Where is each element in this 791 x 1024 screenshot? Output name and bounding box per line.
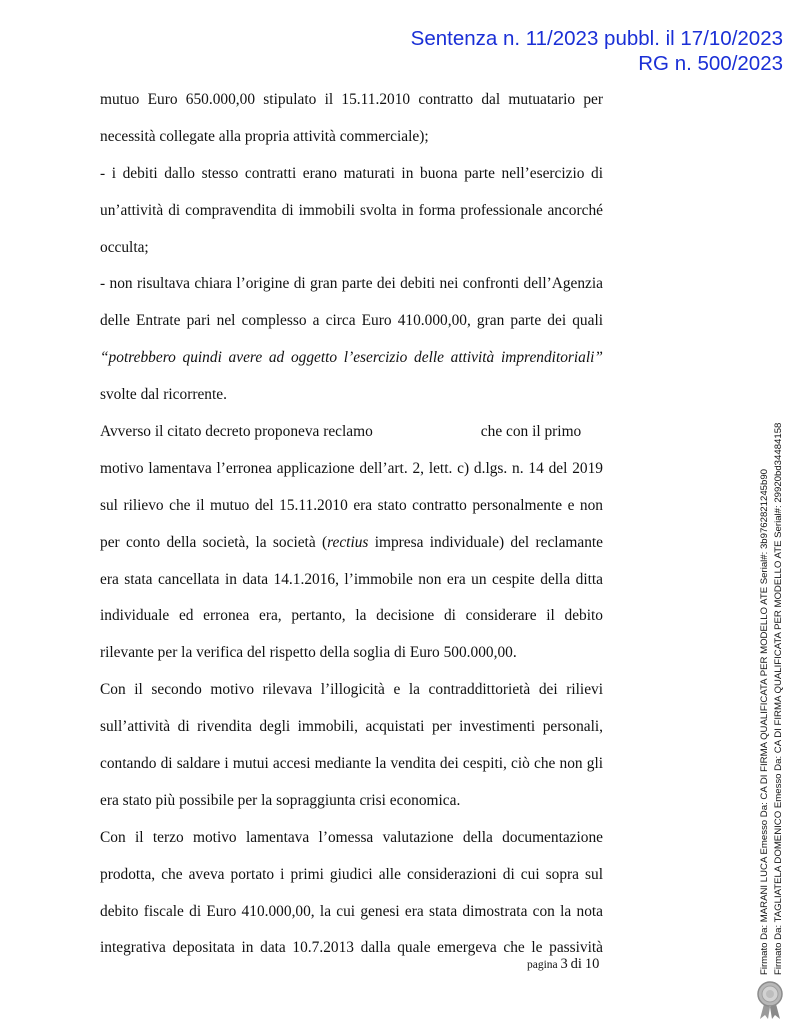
page-number: 3 [560, 956, 568, 972]
text-line: delle Entrate pari nel complesso a circa Euro 410.000,00, gran parte dei quali [100, 312, 603, 330]
rg-reference: RG n. 500/2023 [638, 52, 783, 75]
page-total: 10 [584, 956, 600, 972]
quoted-text: “potrebbero quindi avere ad oggetto l’esercizio delle attività imprenditoriali” [100, 349, 603, 367]
certification-seal-icon [754, 980, 786, 1020]
page-separator: di [570, 956, 582, 972]
text-line: sul rilievo che il mutuo del 15.11.2010 era stato contratto personalmente e non [100, 496, 603, 514]
text-fragment: per conto della società, la società ( [100, 533, 328, 551]
document-header [411, 26, 783, 76]
digital-signature-block [758, 415, 786, 975]
page-label: pagina [527, 959, 558, 971]
text-line-with-italic [100, 529, 603, 566]
signature-line: Firmato Da: TAGLIATELA DOMENICO Emesso Da: CA DI FIRMA QUALIFICATA PER MODELLO ATE Serial#: 29920bd34484158 [773, 422, 784, 975]
signature-line: Firmato Da: MARANI LUCA Emesso Da: CA DI FIRMA QUALIFICATA PER MODELLO ATE Serial#: 3b9762821245b90 [759, 469, 770, 975]
text-line: svolte dal ricorrente. [100, 386, 227, 404]
text-line: era stato più possibile per la sopraggiunta crisi economica. [100, 791, 461, 809]
page-footer [527, 956, 599, 973]
text-line-quote [100, 344, 603, 381]
text-line: - non risultava chiara l’origine di gran parte dei debiti nei confronti dell’Agenzia [100, 275, 603, 293]
text-fragment: che con il primo [480, 423, 582, 441]
text-line: Con il terzo motivo lamentava l’omessa valutazione della documentazione [100, 828, 603, 846]
italic-term: rectius [327, 533, 369, 551]
text-line: debito fiscale di Euro 410.000,00, la cui genesi era stata dimostrata con la nota [100, 902, 603, 920]
text-line: necessità collegate alla propria attività commerciale); [100, 127, 429, 145]
text-line: integrativa depositata in data 10.7.2013 dalla quale emergeva che le passività [100, 939, 603, 957]
sentence-reference: Sentenza n. 11/2023 pubbl. il 17/10/2023 [410, 27, 783, 50]
text-fragment: Avverso il citato decreto proponeva reclamo [100, 423, 373, 441]
text-line: rilevante per la verifica del rispetto della soglia di Euro 500.000,00. [100, 644, 517, 662]
text-line: un’attività di compravendita di immobili svolta in forma professionale ancorché [100, 201, 603, 219]
text-line: occulta; [100, 238, 149, 256]
text-line: motivo lamentava l’erronea applicazione dell’art. 2, lett. c) d.lgs. n. 14 del 2019 [100, 459, 603, 477]
text-line-redacted [100, 418, 603, 455]
text-line: mutuo Euro 650.000,00 stipulato il 15.11.2010 contratto dal mutuatario per [100, 91, 603, 108]
document-body [100, 86, 603, 971]
text-line: individuale ed erronea era, pertanto, la decisione di considerare il debito [100, 607, 603, 625]
text-fragment: impresa individuale) del reclamante [368, 533, 604, 551]
text-line: era stata cancellata in data 14.1.2016, l’immobile non era un cespite della ditta [100, 570, 603, 588]
text-line: sull’attività di rivendita degli immobili, acquistati per investimenti personali, [100, 718, 603, 736]
text-line: contando di saldare i mutui accesi mediante la vendita dei cespiti, ciò che non gli [100, 755, 603, 773]
text-line: prodotta, che aveva portato i primi giudici alle considerazioni di cui sopra sul [100, 865, 603, 883]
text-line: - i debiti dallo stesso contratti erano maturati in buona parte nell’esercizio di [100, 164, 603, 182]
text-line: Con il secondo motivo rilevava l’illogicità e la contraddittorietà dei rilievi [100, 681, 603, 699]
